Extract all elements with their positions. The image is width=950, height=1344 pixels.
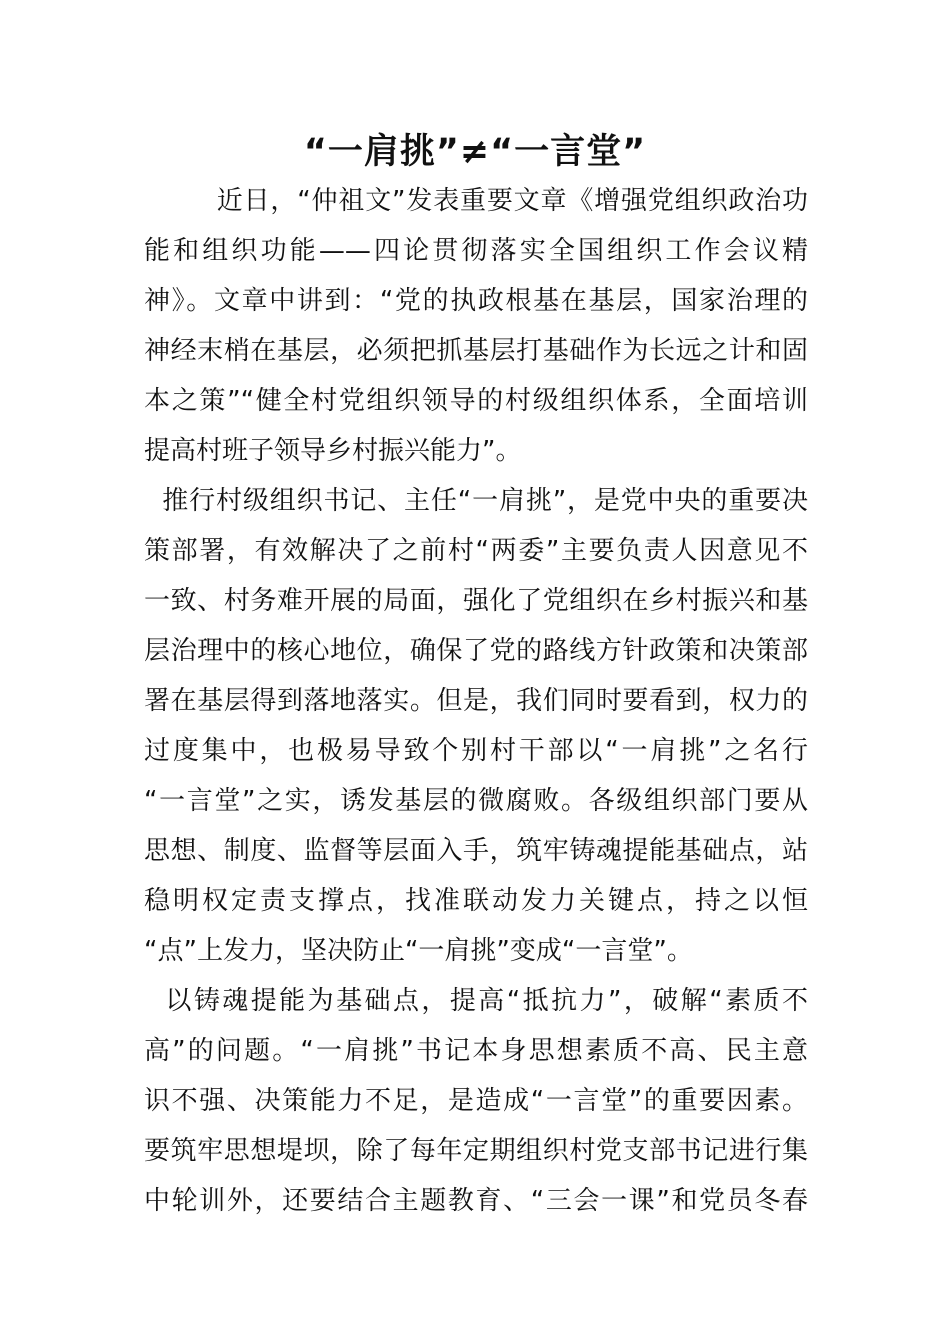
body-line-10: 层治理中的核心地位，确保了党的路线方针政策和决策部 — [144, 636, 808, 666]
body-line-9: 一致、村务难开展的局面，强化了党组织在乡村振兴和基 — [144, 586, 808, 616]
body-line-3: 神》。文章中讲到：“党的执政根基在基层，国家治理的 — [144, 286, 808, 316]
body-line-11: 署在基层得到落地落实。但是，我们同时要看到，权力的 — [144, 686, 808, 716]
body-line-2: 能和组织功能——四论贯彻落实全国组织工作会议精 — [144, 236, 808, 266]
body-line-1: 近日，“仲祖文”发表重要文章《增强党组织政治功 — [144, 186, 808, 216]
body-line-7: 推行村级组织书记、主任“一肩挑”，是党中央的重要决 — [144, 486, 808, 516]
body-line-21: 中轮训外，还要结合主题教育、“三会一课”和党员冬春 — [144, 1186, 808, 1216]
body-line-5: 本之策”“健全村党组织领导的村级组织体系，全面培训 — [144, 386, 808, 416]
body-line-12: 过度集中，也极易导致个别村干部以“一肩挑”之名行 — [144, 736, 808, 766]
body-line-6: 提高村班子领导乡村振兴能力”。 — [144, 436, 522, 466]
article-title: “一肩挑”≠“一言堂” — [303, 132, 647, 172]
body-line-13: “一言堂”之实，诱发基层的微腐败。各级组织部门要从 — [144, 786, 808, 816]
body-line-19: 识不强、决策能力不足，是造成“一言堂”的重要因素。 — [144, 1086, 808, 1116]
article-body — [144, 176, 808, 1226]
body-line-20: 要筑牢思想堤坝，除了每年定期组织村党支部书记进行集 — [144, 1136, 808, 1166]
body-line-8: 策部署，有效解决了之前村“两委”主要负责人因意见不 — [144, 536, 808, 566]
body-line-14: 思想、制度、监督等层面入手，筑牢铸魂提能基础点，站 — [144, 836, 808, 866]
body-line-17: 以铸魂提能为基础点，提高“抵抗力”，破解“素质不 — [144, 986, 808, 1016]
body-line-4: 神经末梢在基层，必须把抓基层打基础作为长远之计和固 — [144, 336, 808, 366]
body-line-18: 高”的问题。“一肩挑”书记本身思想素质不高、民主意 — [144, 1036, 808, 1066]
body-line-16: “点”上发力，坚决防止“一肩挑”变成“一言堂”。 — [144, 936, 693, 966]
body-line-15: 稳明权定责支撑点，找准联动发力关键点，持之以恒 — [144, 886, 808, 916]
